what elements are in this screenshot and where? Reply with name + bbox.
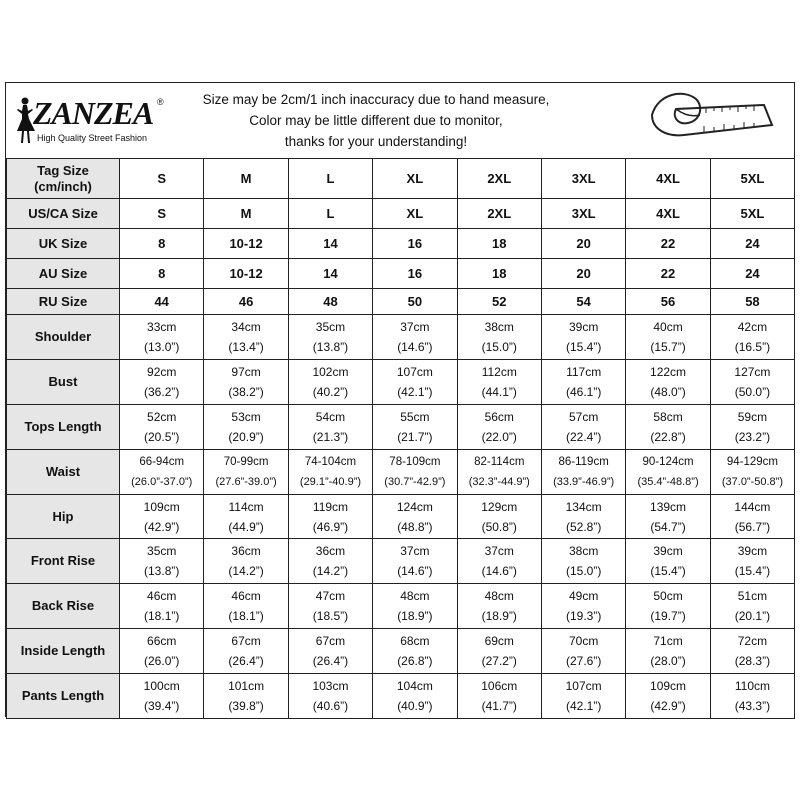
size-cell: 58 [710,289,794,315]
size-cell: M [204,199,288,229]
measurement-row [7,494,795,539]
size-cell: 44 [120,289,204,315]
row-label: Pants Length [7,674,120,719]
measurement-cell [626,539,710,584]
size-cell: 48 [288,289,372,315]
cm-value: 103cm [312,679,349,694]
size-cell: M [204,159,288,199]
size-cell: 52 [457,289,541,315]
cm-value: 90-124cm [642,455,694,468]
measurement-cell [120,539,204,584]
size-cell: 50 [373,289,457,315]
measurement-cell [710,315,794,360]
inch-value: (43.3”) [734,699,771,714]
cm-value: 39cm [653,544,683,559]
measurement-cell [710,494,794,539]
cm-value: 37cm [400,544,430,559]
measurement-cell [204,629,288,674]
cm-value: 82-114cm [474,455,525,468]
measurement-cell [120,359,204,404]
measurement-cell [541,629,625,674]
cm-value: 35cm [147,544,177,559]
inch-value: (38.2”) [228,384,264,399]
size-cell: 18 [457,229,541,259]
inch-value: (28.0”) [650,654,686,669]
inch-value: (40.2”) [312,384,349,399]
measurement-cell [626,449,710,494]
size-cell: 24 [710,229,794,259]
inch-value: (27.6”) [565,654,602,669]
cm-value: 110cm [734,679,770,694]
measurement-cell [120,584,204,629]
inch-value: (15.4”) [650,564,686,579]
measurement-cell [288,494,372,539]
cm-value: 48cm [400,589,430,604]
cm-value: 122cm [650,364,687,379]
size-cell: S [120,199,204,229]
inch-value: (23.2”) [734,429,771,444]
inch-value: (22.4”) [565,429,602,444]
inch-value: (30.7”-42.9”) [384,475,446,488]
inch-value: (40.9”) [397,699,433,714]
row-label: UK Size [7,229,120,259]
inch-value: (42.9”) [650,699,686,714]
size-cell: 2XL [457,199,541,229]
size-row [7,259,795,289]
inch-value: (52.8”) [565,519,602,534]
cm-value: 59cm [737,409,768,424]
measurement-cell [204,584,288,629]
measurement-cell [626,674,710,719]
notice-line: thanks for your understanding! [284,134,468,149]
inch-value: (16.5”) [734,339,771,354]
size-cell: 22 [626,259,710,289]
size-cell: XL [373,159,457,199]
inch-value: (48.8”) [397,519,433,534]
size-cell: L [288,199,372,229]
size-cell: 4XL [626,199,710,229]
row-label: RU Size [7,289,120,315]
measurement-cell [288,404,372,449]
measurement-cell [541,674,625,719]
cm-value: 117cm [566,364,602,379]
measurement-cell [457,539,541,584]
measurement-rows [7,315,795,719]
cm-value: 46cm [231,589,261,604]
size-cell: 18 [457,259,541,289]
size-cell: XL [373,199,457,229]
cm-value: 127cm [734,364,771,379]
measurement-cell [204,315,288,360]
size-cell: 5XL [710,159,794,199]
measurement-cell [120,404,204,449]
cm-value: 139cm [650,499,687,514]
inch-value: (42.9”) [144,519,180,534]
measurement-cell [541,539,625,584]
cm-value: 37cm [400,319,430,334]
cm-value: 74-104cm [304,455,357,468]
measurement-row [7,449,795,494]
measurement-row [7,674,795,719]
inch-value: (44.9”) [228,519,264,534]
inch-value: (13.8”) [312,339,349,354]
inch-value: (18.9”) [481,609,517,624]
cm-value: 36cm [315,544,346,559]
inch-value: (26.0”-37.0”) [131,475,193,488]
cm-value: 109cm [143,499,180,514]
row-label: Inside Length [7,629,120,674]
measurement-cell [288,315,372,360]
cm-value: 129cm [481,499,518,514]
cm-value: 119cm [312,499,349,514]
size-cell: 8 [120,259,204,289]
measurement-cell [204,674,288,719]
cm-value: 33cm [147,319,177,334]
size-rows [7,159,795,315]
measurement-row [7,539,795,584]
measurement-cell [120,315,204,360]
cm-value: 51cm [737,589,768,604]
inch-value: (13.4”) [228,339,264,354]
size-cell: L [288,159,372,199]
notice-line: Size may be 2cm/1 inch inaccuracy due to hand measure, [202,92,550,107]
size-cell: 14 [288,229,372,259]
measurement-cell [288,449,372,494]
cm-value: 72cm [737,634,768,649]
inch-value: (20.5”) [144,429,180,444]
row-label: Shoulder [7,315,120,360]
cm-value: 109cm [650,679,687,694]
inch-value: (48.0”) [650,384,686,399]
inch-value: (27.6”-39.0”) [215,475,277,488]
cm-value: 106cm [481,679,518,694]
inch-value: (28.3”) [734,654,771,669]
inch-value: (21.3”) [312,429,349,444]
inch-value: (32.3”-44.9”) [468,475,530,488]
inch-value: (39.4”) [144,699,180,714]
measurement-cell [457,449,541,494]
size-row [7,159,795,199]
cm-value: 107cm [396,364,433,379]
inch-value: (19.7”) [650,609,686,624]
measurement-row [7,629,795,674]
cm-value: 67cm [231,634,261,649]
measurement-cell [373,674,457,719]
measurement-cell [373,449,457,494]
cm-value: 92cm [147,364,177,379]
row-label: Waist [7,449,120,494]
inch-value: (44.1”) [481,384,517,399]
size-cell: 24 [710,259,794,289]
cm-value: 124cm [396,499,433,514]
cm-value: 46cm [147,589,177,604]
inch-value: (56.7”) [734,519,771,534]
measurement-cell [204,494,288,539]
row-label: Hip [7,494,120,539]
measurement-cell [288,629,372,674]
cm-value: 144cm [734,499,771,514]
measurement-cell [373,404,457,449]
cm-value: 38cm [484,319,514,334]
inch-value: (13.8”) [144,564,180,579]
cm-value: 53cm [231,409,261,424]
measurement-cell [288,539,372,584]
inch-value: (50.8”) [481,519,517,534]
cm-value: 39cm [568,319,599,334]
measuring-tape-icon [644,85,784,155]
cm-value: 39cm [737,544,768,559]
inch-value: (18.1”) [228,609,264,624]
row-label: AU Size [7,259,120,289]
cm-value: 102cm [312,364,349,379]
measurement-cell [710,359,794,404]
measurement-cell [204,359,288,404]
inch-value: (18.1”) [144,609,180,624]
inch-value: (54.7”) [650,519,686,534]
measurement-cell [457,404,541,449]
measurement-cell [288,584,372,629]
cm-value: 134cm [565,499,602,514]
row-label: Tops Length [7,404,120,449]
cm-value: 55cm [400,409,430,424]
inch-value: (14.6”) [481,564,517,579]
measurement-cell [710,584,794,629]
inch-value: (14.2”) [312,564,349,579]
inch-value: (39.8”) [228,699,264,714]
cm-value: 34cm [231,319,261,334]
inch-value: (22.0”) [481,429,517,444]
size-cell: 10-12 [204,229,288,259]
cm-value: 100cm [143,679,180,694]
inch-value: (41.7”) [481,699,517,714]
inch-value: (20.9”) [228,429,264,444]
chart-header [6,83,794,159]
measurement-cell [541,449,625,494]
measurement-cell [626,315,710,360]
inch-value: (13.0”) [144,339,180,354]
size-cell: 16 [373,259,457,289]
cm-value: 70-99cm [223,455,269,468]
cm-value: 58cm [653,409,683,424]
cm-value: 66cm [147,634,177,649]
measurement-cell [373,629,457,674]
size-row [7,199,795,229]
measurement-cell [626,629,710,674]
measurement-cell [204,404,288,449]
measurement-cell [710,539,794,584]
cm-value: 97cm [231,364,261,379]
inch-value: (15.0”) [565,564,602,579]
size-table [6,158,795,719]
inch-value: (15.0”) [481,339,517,354]
measurement-cell [204,539,288,584]
size-cell: 20 [541,229,625,259]
measurement-row [7,584,795,629]
measurement-cell [626,494,710,539]
measurement-cell [710,629,794,674]
inch-value: (26.0”) [144,654,180,669]
inch-value: (26.8”) [397,654,433,669]
size-cell: 14 [288,259,372,289]
size-cell: S [120,159,204,199]
size-row [7,229,795,259]
cm-value: 86-119cm [558,455,609,468]
cm-value: 54cm [315,409,346,424]
measurement-cell [457,494,541,539]
cm-value: 71cm [653,634,683,649]
measurement-cell [457,359,541,404]
inch-value: (40.6”) [312,699,349,714]
measurement-cell [457,315,541,360]
measurement-cell [457,584,541,629]
measurement-cell [710,449,794,494]
measurement-row [7,359,795,404]
measurement-cell [373,539,457,584]
measurement-cell [710,404,794,449]
cm-value: 112cm [481,364,517,379]
measurement-cell [626,584,710,629]
cm-value: 50cm [653,589,683,604]
inch-value: (33.9”-46.9”) [553,475,615,488]
brand-tagline: High Quality Street Fashion [37,133,148,143]
cm-value: 49cm [568,589,599,604]
inch-value: (14.6”) [397,339,433,354]
inch-value: (14.2”) [228,564,264,579]
cm-value: 78-109cm [389,455,441,468]
inch-value: (42.1”) [397,384,433,399]
cm-value: 70cm [568,634,599,649]
inch-value: (15.4”) [565,339,602,354]
measurement-cell [373,494,457,539]
size-row [7,289,795,315]
cm-value: 38cm [568,544,599,559]
inch-value: (46.9”) [312,519,349,534]
inch-value: (14.6”) [397,564,433,579]
size-cell: 3XL [541,159,625,199]
row-label: Bust [7,359,120,404]
measurement-cell [541,315,625,360]
measurement-cell [373,584,457,629]
measurement-cell [120,449,204,494]
cm-value: 94-129cm [726,455,778,468]
cm-value: 67cm [315,634,346,649]
size-cell: 20 [541,259,625,289]
inch-value: (20.1”) [734,609,771,624]
measurement-cell [541,584,625,629]
cm-value: 69cm [484,634,514,649]
size-cell: 10-12 [204,259,288,289]
cm-value: 68cm [400,634,430,649]
inch-value: (15.7”) [650,339,686,354]
cm-value: 101cm [228,679,265,694]
inch-value: (50.0”) [734,384,771,399]
size-cell: 56 [626,289,710,315]
measurement-cell [541,404,625,449]
measurement-cell [541,494,625,539]
size-cell: 22 [626,229,710,259]
size-cell: 46 [204,289,288,315]
cm-value: 40cm [653,319,683,334]
cm-value: 66-94cm [139,455,185,468]
size-cell: 8 [120,229,204,259]
inch-value: (35.4”-48.8”) [637,475,699,488]
cm-value: 52cm [147,409,177,424]
inch-value: (18.9”) [397,609,433,624]
cm-value: 36cm [231,544,261,559]
measurement-cell [120,674,204,719]
cm-value: 42cm [737,319,768,334]
cm-value: 104cm [396,679,433,694]
measurement-cell [204,449,288,494]
row-label: Tag Size (cm/inch) [7,159,120,199]
measurement-cell [288,359,372,404]
inch-value: (46.1”) [565,384,602,399]
size-cell: 3XL [541,199,625,229]
cm-value: 114cm [228,499,264,514]
size-cell: 16 [373,229,457,259]
row-label: US/CA Size [7,199,120,229]
size-chart [5,82,795,717]
measurement-cell [288,674,372,719]
cm-value: 47cm [315,589,346,604]
inch-value: (15.4”) [734,564,771,579]
measurement-cell [373,315,457,360]
notice-line: Color may be little different due to monitor, [249,113,503,128]
inch-value: (22.8”) [650,429,686,444]
inch-value: (26.4”) [312,654,349,669]
inch-value: (26.4”) [228,654,264,669]
measurement-row [7,404,795,449]
size-cell: 5XL [710,199,794,229]
notice-text [181,89,571,152]
measurement-cell [626,359,710,404]
inch-value: (42.1”) [565,699,602,714]
cm-value: 56cm [484,409,514,424]
brand-logo [9,93,169,151]
inch-value: (36.2”) [144,384,180,399]
size-cell: 4XL [626,159,710,199]
measurement-row [7,315,795,360]
measurement-cell [626,404,710,449]
cm-value: 57cm [568,409,599,424]
row-label: Front Rise [7,539,120,584]
cm-value: 35cm [315,319,346,334]
cm-value: 48cm [484,589,514,604]
size-cell: 2XL [457,159,541,199]
measurement-cell [710,674,794,719]
cm-value: 37cm [484,544,514,559]
inch-value: (29.1”-40.9”) [299,475,362,488]
inch-value: (21.7”) [397,429,433,444]
inch-value: (37.0”-50.8”) [721,475,783,488]
inch-value: (19.3”) [565,609,602,624]
measurement-cell [541,359,625,404]
cm-value: 107cm [565,679,602,694]
measurement-cell [373,359,457,404]
measurement-cell [120,494,204,539]
row-label: Back Rise [7,584,120,629]
inch-value: (18.5”) [312,609,349,624]
inch-value: (27.2”) [481,654,517,669]
measurement-cell [457,629,541,674]
registered-mark: ® [157,97,164,107]
size-cell: 54 [541,289,625,315]
measurement-cell [457,674,541,719]
measurement-cell [120,629,204,674]
brand-name: ZANZEA [33,95,154,131]
